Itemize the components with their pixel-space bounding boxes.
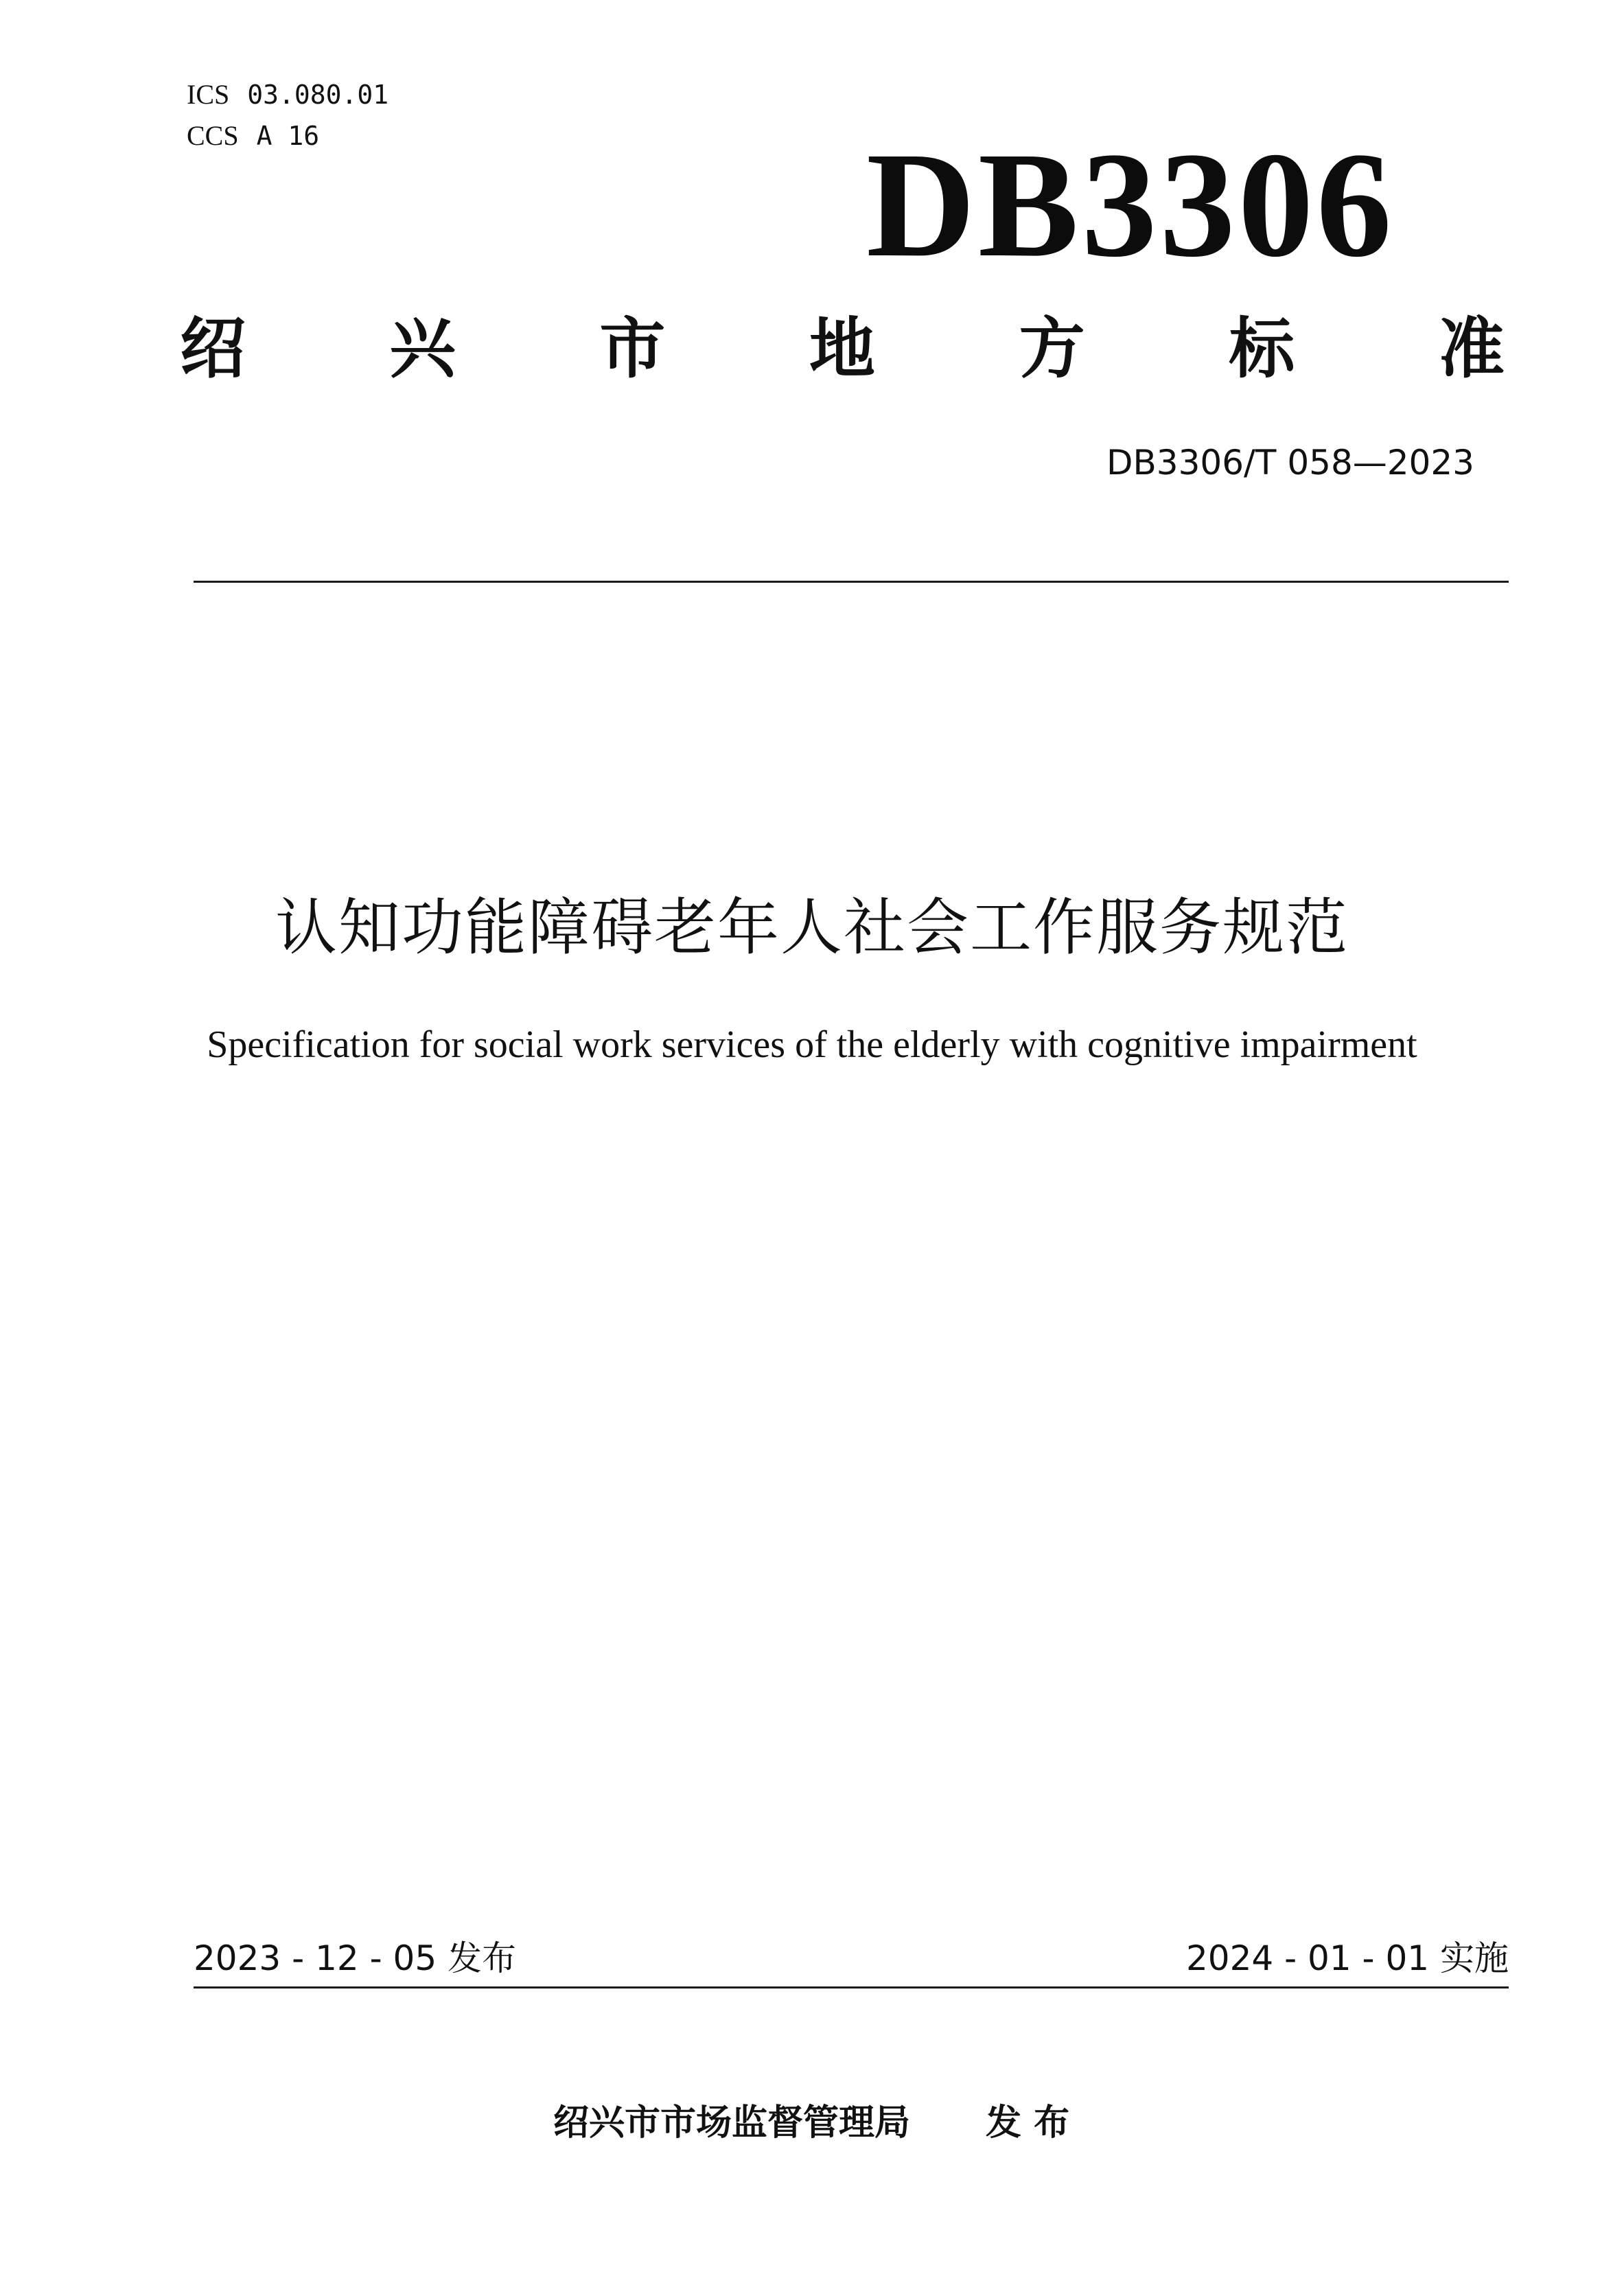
english-title: Specification for social work services of the elderly with cognitive impairment (207, 1023, 1417, 1066)
ics-line (187, 74, 388, 115)
chinese-title: 认知功能障碍老年人社会工作服务规范 (275, 892, 1349, 964)
standard-type-char: 绍 (180, 310, 246, 387)
standard-type-char: 方 (1019, 310, 1085, 387)
standard-type-char: 地 (809, 310, 875, 387)
issuing-authority: 绍兴市市场监督管理局 (553, 2102, 911, 2144)
standard-type-title (180, 308, 1505, 390)
standard-type-char: 市 (599, 310, 666, 387)
publisher-line (553, 2099, 1069, 2147)
publish-action: 发 布 (986, 2102, 1070, 2144)
bottom-divider (194, 1986, 1509, 1988)
top-divider (194, 581, 1509, 583)
ics-label: ICS (187, 79, 230, 110)
ics-value: 03.080.01 (247, 80, 389, 110)
db-standard-code: DB3306 (866, 121, 1395, 288)
ccs-line (187, 115, 388, 156)
standard-type-char: 标 (1229, 310, 1295, 387)
ccs-label: CCS (187, 120, 239, 151)
classification-codes (187, 74, 388, 156)
standard-number: DB3306/T 058—2023 (1106, 443, 1474, 483)
standard-type-char: 准 (1438, 310, 1505, 387)
ccs-value: A 16 (256, 121, 320, 151)
implementation-date: 2024 - 01 - 01 实施 (1185, 1938, 1509, 1978)
issue-date: 2023 - 12 - 05 发布 (194, 1938, 517, 1978)
standard-type-char: 兴 (389, 310, 456, 387)
